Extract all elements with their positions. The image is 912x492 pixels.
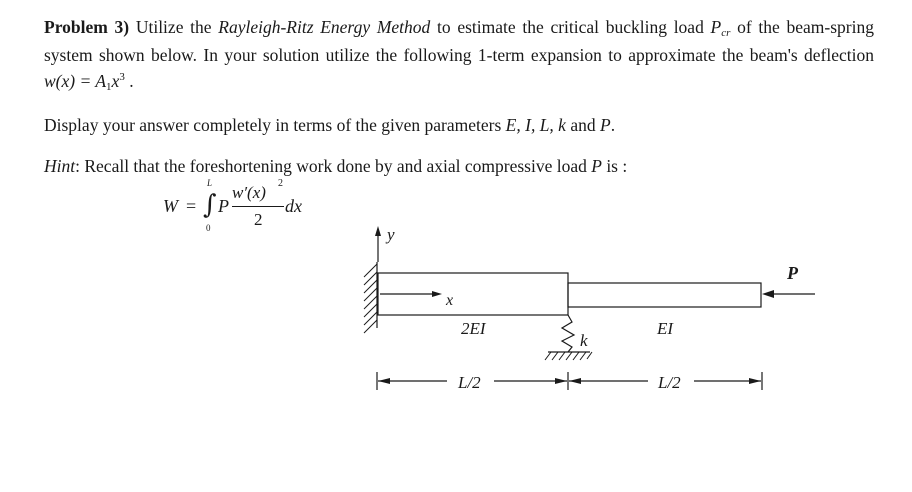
eq-lhs: W [163,196,178,216]
x-axis-arrowhead [432,291,442,297]
label-2ei: 2EI [461,319,486,338]
deflection-expression: w(x) = [44,71,96,91]
problem-title: Problem 3) [44,17,130,37]
eq-p: P [218,196,229,216]
y-axis-arrowhead [375,226,381,236]
integral-upper-limit: L [207,178,213,188]
y-axis-label: y [387,225,395,244]
eq-numerator-exponent: 2 [278,178,283,189]
eq-numerator: w′(x) [232,183,266,202]
spring-label: k [580,331,588,350]
eq-denominator: 2 [254,210,263,229]
method-name: Rayleigh-Ritz Energy Method [218,17,431,37]
beam-segment-ei [568,283,761,307]
problem-statement: Problem 3) Utilize the Rayleigh-Ritz Energy Method to estimate the critical buckling load $P_{cr}$ of the beam-spring system shown below. In your solution utilize the following 1-term expansion to approximate the beam's deflection $w(x) = A_1x^3$ . [44,17,874,93]
hint-label: Hint [44,156,76,176]
ground-hatching [545,352,592,360]
spring [562,315,574,352]
hint: Hint: Recall that the foreshortening work done by and axial compressive load P is : [44,156,628,176]
eq-equals: = [186,196,197,216]
dim-label-right: L/2 [658,373,681,392]
load-label: P [787,263,798,283]
eq-dx: dx [285,196,302,216]
integral-sign: ∫ [203,190,217,220]
x-axis-label: x [446,292,454,309]
display-instruction: Display your answer completely in terms of the given parameters E, I, L, k and P. [44,115,616,135]
load-arrowhead [762,290,774,298]
dim-label-left: L/2 [458,373,481,392]
label-ei: EI [657,319,674,338]
wall-hatching [364,264,377,333]
integral-lower-limit: 0 [206,223,211,233]
